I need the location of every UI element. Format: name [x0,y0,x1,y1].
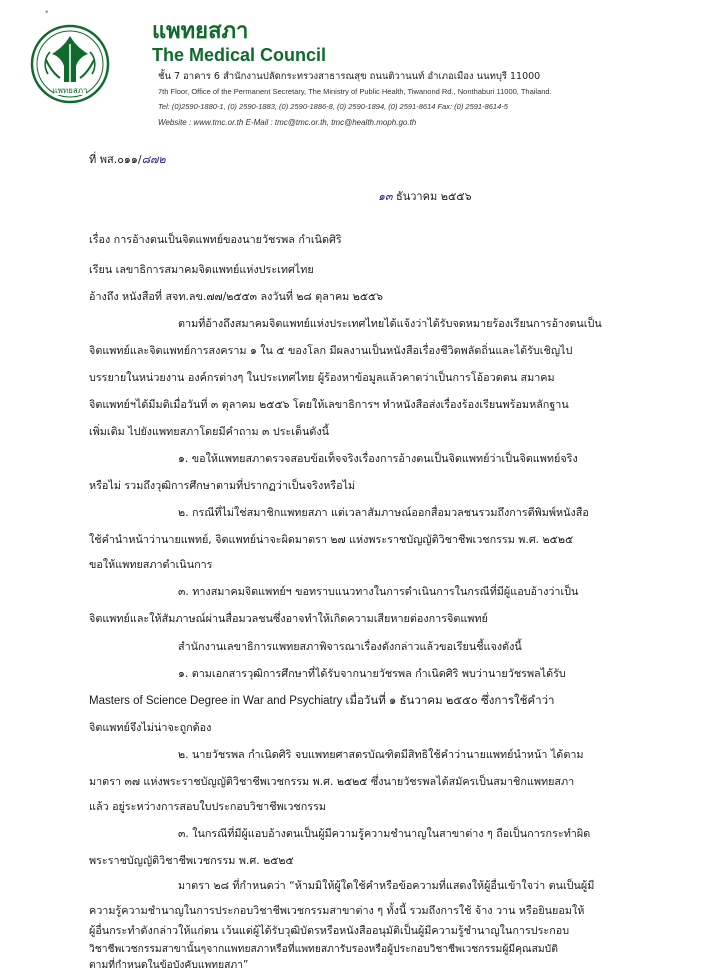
body-line: เพิ่มเติม ไปยังแพทยสภาโดยมีคำถาม ๓ ประเด็นดังนี้ [89,425,330,438]
reference-handwritten-number: ๘๗๒ [141,153,166,166]
body-line: ๑. ขอให้แพทยสภาตรวจสอบข้อเท็จจริงเรื่องการอ้างตนเป็นจิตแพทย์ว่าเป็นจิตแพทย์จริง [178,452,578,465]
medical-council-seal-icon [30,24,110,104]
body-line: แล้ว อยู่ระหว่างการสอบใบประกอบวิชาชีพเวชกรรม [89,800,327,813]
body-line: ๓. ทางสมาคมจิตแพทย์ฯ ขอทราบแนวทางในการดำเนินการในกรณีที่มีผู้แอบอ้างว่าเป็น [178,585,579,598]
svg-text:แพทยสภา: แพทยสภา [52,86,88,95]
body-line: หรือไม่ รวมถึงวุฒิการศึกษาตามที่ปรากฏว่าเป็นจริงหรือไม่ [89,479,356,492]
recipient-line: เรียน เลขาธิการสมาคมจิตแพทย์แห่งประเทศไทย [89,263,314,276]
body-line: วิชาชีพเวชกรรมสาขานั้นๆจากแพทยสภาหรือที่แพทยสภารับรองหรือผู้ประกอบวิชาชีพเวชกรรมผู้มีคุณสมบัติ [89,943,558,955]
body-line: ขอให้แพทยสภาดำเนินการ [89,558,213,571]
body-line: ๒. กรณีที่ไม่ใช่สมาชิกแพทยสภา แต่เวลาสัมภาษณ์ออกสื่อมวลชนรวมถึงการตีพิมพ์หนังสือ [178,506,589,519]
body-line: มาตรา ๓๗ แห่งพระราชบัญญัติวิชาชีพเวชกรรม พ.ศ. ๒๕๒๕ ซึ่งนายวัชรพลได้สมัครเป็นสมาชิกแพทยสภา [89,775,575,788]
body-line: ๑. ตามเอกสารวุฒิการศึกษาที่ได้รับจากนายวัชรพล กำเนิดศิริ พบว่านายวัชรพลได้รับ [178,667,566,680]
org-name-english: The Medical Council [152,45,327,65]
date-day-handwritten: ๑๓ [378,190,393,203]
body-line: สำนักงานเลขาธิการแพทยสภาพิจารณาเรื่องดังกล่าวแล้วขอเรียนชี้แจงดังนี้ [178,640,522,653]
body-line: จิตแพทย์และจิตแพทย์การสงคราม ๑ ใน ๕ ของโลก มีผลงานเป็นหนังสือเรื่องชีวิตพลัดถิ่นและได้รับเชิญไป [89,344,573,357]
body-line: ตามที่กำหนดในข้อบังคับแพทยสภา” [89,959,249,971]
reference-line: อ้างถึง หนังสือที่ สจท.ลข.๗๗/๒๕๕๓ ลงวันที่ ๒๘ ตุลาคม ๒๕๕๖ [89,290,384,303]
body-line: จิตแพทย์และให้สัมภาษณ์ผ่านสื่อมวลชนซึ่งอาจทำให้เกิดความเสียหายต่องการจิตแพทย์ [89,612,488,625]
letter-date [378,187,472,205]
body-line: ตามที่อ้างถึงสมาคมจิตแพทย์แห่งประเทศไทยได้แจ้งว่าได้รับจดหมายร้องเรียนการอ้างตนเป็น [178,317,602,330]
body-line: Masters of Science Degree in War and Psychiatry เมื่อวันที่ ๑ ธันวาคม ๒๕๕๐ ซึ่งการใช้คำว่า [89,695,555,707]
body-line: ความรู้ความชำนาญในการประกอบวิชาชีพเวชกรรมสาขาต่าง ๆ ทั้งนี้ รวมถึงการใช้ จ้าง วาน หรือยินยอมให้ [89,904,585,917]
body-line: มาตรา ๒๘ ที่กำหนดว่า “ห้ามมิให้ผู้ใดใช้คำหรือข้อความที่แสดงให้ผู้อื่นเข้าใจว่า ตนเป็นผู้มี [178,879,595,892]
body-line: จิตแพทย์ฯได้มีมติเมื่อวันที่ ๓ ตุลาคม ๒๕๕๖ โดยให้เลขาธิการฯ ทำหนังสือส่งเรื่องร้องเรียนพร้อมหลักฐาน [89,398,569,411]
reference-number [89,150,166,168]
body-line: ใช้คำนำหน้าว่านายแพทย์, จิตแพทย์น่าจะผิดมาตรา ๒๗ แห่งพระราชบัญญัติวิชาชีพเวชกรรม พ.ศ. ๒๕๒๕ [89,533,574,546]
address-english: 7th Floor, Office of the Permanent Secretary, The Ministry of Public Health, Tiwanond Rd., Nonthaburi 11000, Thailand. [158,87,552,96]
body-line: บรรยายในหน่วยงาน องค์กรต่างๆ ในประเทศไทย ผู้ร้องหาข้อมูลแล้วคาดว่าเป็นการโอ้อวดตน สมาคม [89,371,555,384]
body-line: ๒. นายวัชรพล กำเนิดศิริ จบแพทยศาสตรบัณฑิตมีสิทธิใช้คำว่านายแพทย์นำหน้า ได้ตาม [178,748,584,761]
reference-prefix: ที่ พส.๐๑๑/ [89,153,142,166]
subject-line: เรื่อง การอ้างตนเป็นจิตแพทย์ของนายวัชรพล กำเนิดศิริ [89,233,342,246]
body-line: ผู้อื่นกระทำดังกล่าวให้แก่ตน เว้นแต่ผู้ได้รับวุฒิบัตรหรือหนังสืออนุมัติเป็นผู้มีความรู้ชำนาญในการประกอบ [89,924,570,937]
address-thai: ชั้น 7 อาคาร 6 สำนักงานปลัดกระทรวงสาธารณสุข ถนนติวานนท์ อำเภอเมือง นนทบุรี 11000 [158,71,541,82]
body-line: จิตแพทย์จึงไม่น่าจะถูกต้อง [89,721,212,734]
body-line: ๓. ในกรณีที่มีผู้แอบอ้างตนเป็นผู้มีความรู้ความชำนาญในสาขาต่าง ๆ ถือเป็นการกระทำผิด [178,827,591,840]
date-month-year: ธันวาคม ๒๕๕๖ [392,190,472,203]
body-line: พระราชบัญญัติวิชาชีพเวชกรรม พ.ศ. ๒๕๒๕ [89,854,294,867]
org-name-thai: แพทยสภา [152,19,249,44]
top-mark: • [44,8,50,18]
website-email: Website : www.tmc.or.th E-Mail : tmc@tmc.or.th, tmc@health.moph.go.th [158,118,417,127]
telephone-fax: Tel: (0)2590-1880-1, (0) 2590-1883, (0) 2590-1886-8, (0) 2590-1894, (0) 2591-8614 Fax: (0) 2591-8614-5 [158,102,508,111]
